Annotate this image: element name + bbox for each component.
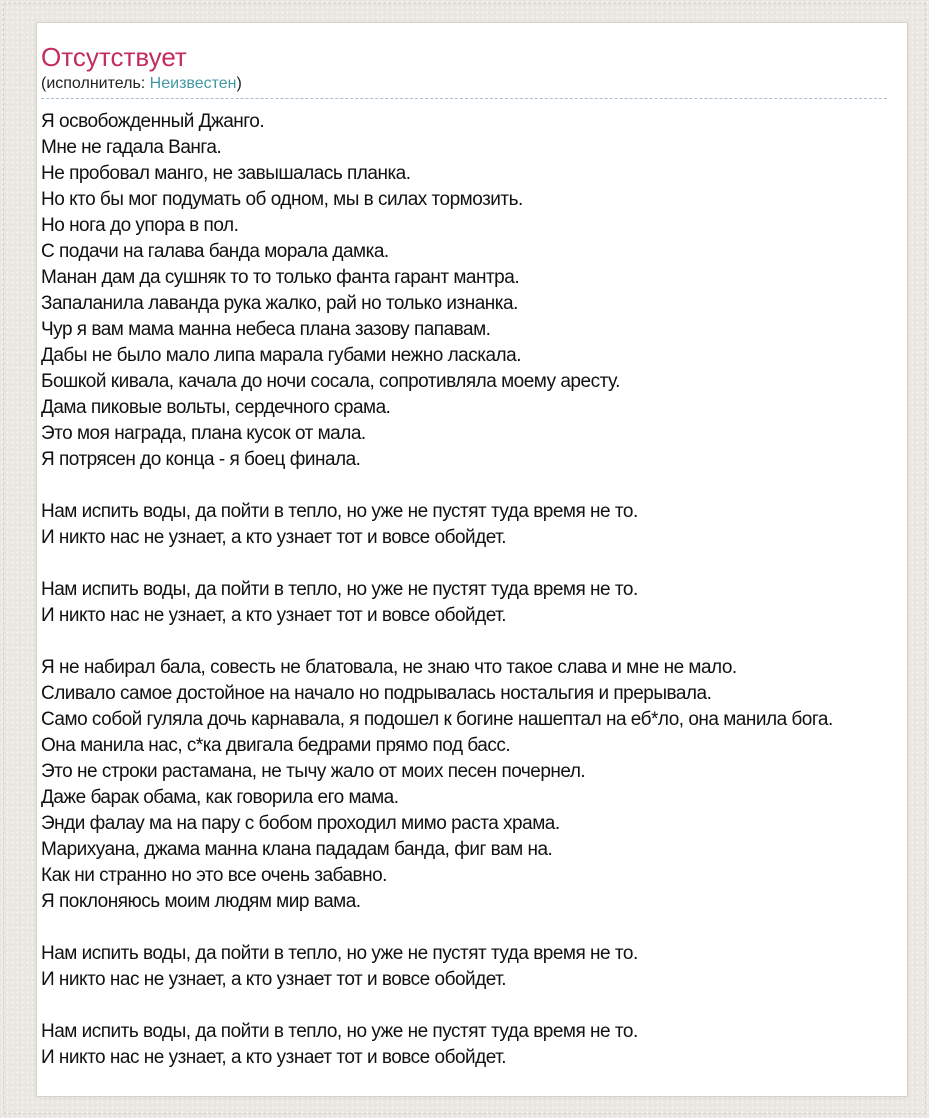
lyric-line: Как ни странно но это все очень забавно.: [41, 864, 387, 886]
lyric-line: Не пробовал манго, не завышалась планка.: [41, 162, 411, 184]
lyric-line: Я поклоняюсь моим людям мир вама.: [41, 890, 361, 912]
lyric-line: Но нога до упора в пол.: [41, 214, 239, 236]
artist-label: (исполнитель:: [41, 74, 150, 92]
lyric-line: Запаланила лаванда рука жалко, рай но только изнанка.: [41, 292, 518, 314]
lyric-line: Мне не гадала Ванга.: [41, 136, 222, 158]
lyric-line: [41, 473, 907, 499]
lyric-line: [41, 551, 907, 577]
artist-link[interactable]: Неизвестен: [149, 74, 237, 92]
lyrics-text: [41, 109, 907, 1071]
lyric-line: Нам испить воды, да пойти в тепло, но уже не пустят туда время не то.: [41, 942, 638, 964]
lyric-line: Я освобожденный Джанго.: [41, 110, 265, 132]
lyric-line: [41, 629, 907, 655]
lyric-line: Нам испить воды, да пойти в тепло, но уже не пустят туда время не то.: [41, 578, 638, 600]
lyric-line: Но кто бы мог подумать об одном, мы в силах тормозить.: [41, 188, 523, 210]
lyric-line: Чур я вам мама манна небеса плана зазову папавам.: [41, 318, 491, 340]
lyric-line: Это моя награда, плана кусок от мала.: [41, 422, 366, 444]
lyric-line: Это не строки растамана, не тычу жало от моих песен почернел.: [41, 760, 586, 782]
lyric-line: Энди фалау ма на пару с бобом проходил мимо раста храма.: [41, 812, 560, 834]
lyric-line: [41, 915, 907, 941]
song-header: [41, 43, 887, 99]
lyric-line: Сливало самое достойное на начало но подрывалась ностальгия и прерывала.: [41, 682, 712, 704]
lyric-line: Манан дам да сушняк то то только фанта гарант мантра.: [41, 266, 520, 288]
lyric-line: Бошкой кивала, качала до ночи сосала, сопротивляла моему аресту.: [41, 370, 620, 392]
lyric-line: Я не набирал бала, совесть не блатовала, не знаю что такое слава и мне не мало.: [41, 656, 737, 678]
lyric-line: Даже барак обама, как говорила его мама.: [41, 786, 399, 808]
lyric-line: Само собой гуляла дочь карнавала, я подошел к богине нашептал на еб*ло, она манила бога.: [41, 708, 833, 730]
lyric-line: И никто нас не узнает, а кто узнает тот и вовсе обойдет.: [41, 968, 507, 990]
lyric-line: С подачи на галава банда морала дамка.: [41, 240, 389, 262]
lyric-line: И никто нас не узнает, а кто узнает тот и вовсе обойдет.: [41, 526, 507, 548]
artist-line: [41, 75, 887, 93]
lyric-line: И никто нас не узнает, а кто узнает тот и вовсе обойдет.: [41, 1046, 507, 1068]
lyric-line: [41, 993, 907, 1019]
lyrics-card: [36, 22, 908, 1097]
lyric-line: Марихуана, джама манна клана пададам банда, фиг вам на.: [41, 838, 553, 860]
lyric-line: Дама пиковые вольты, сердечного срама.: [41, 396, 391, 418]
lyric-line: Она манила нас, с*ка двигала бедрами прямо под басс.: [41, 734, 511, 756]
artist-close-paren: ): [236, 74, 242, 92]
lyric-line: Дабы не было мало липа марала губами нежно ласкала.: [41, 344, 521, 366]
lyric-line: Я потрясен до конца - я боец финала.: [41, 448, 361, 470]
lyric-line: И никто нас не узнает, а кто узнает тот и вовсе обойдет.: [41, 604, 507, 626]
lyric-line: Нам испить воды, да пойти в тепло, но уже не пустят туда время не то.: [41, 500, 638, 522]
song-title: Отсутствует: [41, 42, 187, 72]
lyric-line: Нам испить воды, да пойти в тепло, но уже не пустят туда время не то.: [41, 1020, 638, 1042]
